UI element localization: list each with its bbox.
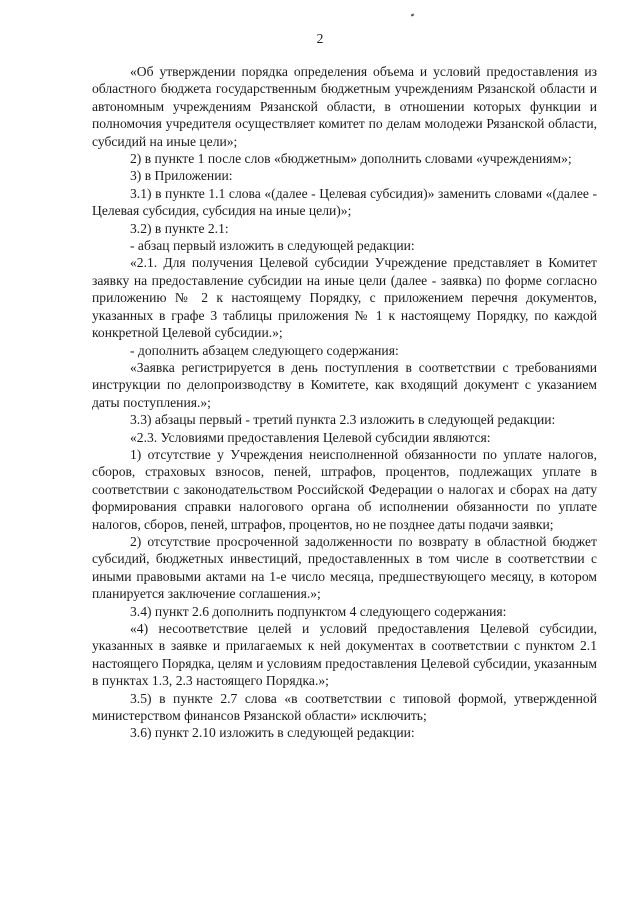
paragraph-preamble-title: «Об утверждении порядка определения объема и условий предоставления из областного бюджета государственным бюджетным учреждениям Рязанской области и автономным учреждениям Рязанской области, в отношении которых функции и полномочия учредителя осуществляет комитет по делам молодежи Рязанской области, субсидий на иные цели»;	[92, 64, 597, 149]
paragraph-add-abzac-instruction: - дополнить абзацем следующего содержания:	[130, 342, 399, 358]
paragraph-subclause-4: «4) несоответствие целей и условий предоставления Целевой субсидии, указанных в заявке и прилагаемых к ней документах в соответствии с пунктом 2.1 настоящего Порядка, целям и условиям предоставления Целевой субсидии, указанным в пунктах 1.3, 2.3 настоящего Порядка.»;	[92, 621, 597, 689]
paragraph-first-abzac-instruction: - абзац первый изложить в следующей редакции:	[130, 238, 415, 254]
paragraph-item-3-3: 3.3) абзацы первый - третий пункта 2.3 изложить в следующей редакции:	[130, 412, 556, 428]
scan-artifact-mark	[411, 13, 415, 16]
paragraph-condition-1: 1) отсутствие у Учреждения неисполненной обязанности по уплате налогов, сборов, страховых взносов, пеней, штрафов, процентов, подлежащих уплате в соответствии с законодательством Российской Федерации о налогах и сборах на дату формирования справки налогового органа об исполнении обязанности по уплате налогов, сборов, пеней, штрафов, процентов, но не позднее даты подачи заявки;	[92, 446, 597, 532]
paragraph-item-3-1: 3.1) в пункте 1.1 слова «(далее - Целевая субсидия)» заменить словами «(далее - Целевая субсидия, субсидия на иные цели)»;	[92, 185, 597, 219]
paragraph-item-3-6: 3.6) пункт 2.10 изложить в следующей редакции:	[130, 725, 415, 741]
paragraph-item-3-5: 3.5) в пункте 2.7 слова «в соответствии с типовой формой, утвержденной министерством финансов Рязанской области» исключить;	[92, 690, 597, 724]
paragraph-application-registration: «Заявка регистрируется в день поступления в соответствии с требованиями инструкции по делопроизводству в Комитете, как входящий документ с указанием даты поступления.»;	[92, 359, 597, 410]
paragraph-item-3-2: 3.2) в пункте 2.1:	[130, 220, 229, 236]
page-number: 2	[316, 31, 324, 46]
paragraph-item-2: 2) в пункте 1 после слов «бюджетным» дополнить словами «учреждениям»;	[130, 151, 572, 167]
paragraph-condition-2: 2) отсутствие просроченной задолженности по возврату в областной бюджет субсидий, бюджетных инвестиций, предоставленных в том числе в соответствии с иными правовыми актами на 1-е число месяца, предшествующего месяцу, в котором планируется заключение соглашения.»;	[92, 533, 597, 602]
paragraph-item-3: 3) в Приложении:	[130, 168, 233, 184]
paragraph-clause-2-1: «2.1. Для получения Целевой субсидии Учреждение представляет в Комитет заявку на предоставление субсидии на иные цели (далее - заявка) по форме согласно приложению № 2 к настоящему Порядку, с приложением перечня документов, указанных в графе 3 таблицы приложения № 1 к настоящему Порядку, по каждой конкретной Целевой субсидии.»;	[92, 255, 597, 341]
paragraph-clause-2-3: «2.3. Условиями предоставления Целевой субсидии являются:	[130, 429, 491, 445]
paragraph-item-3-4: 3.4) пункт 2.6 дополнить подпунктом 4 следующего содержания:	[130, 603, 507, 619]
document-body	[92, 63, 597, 742]
